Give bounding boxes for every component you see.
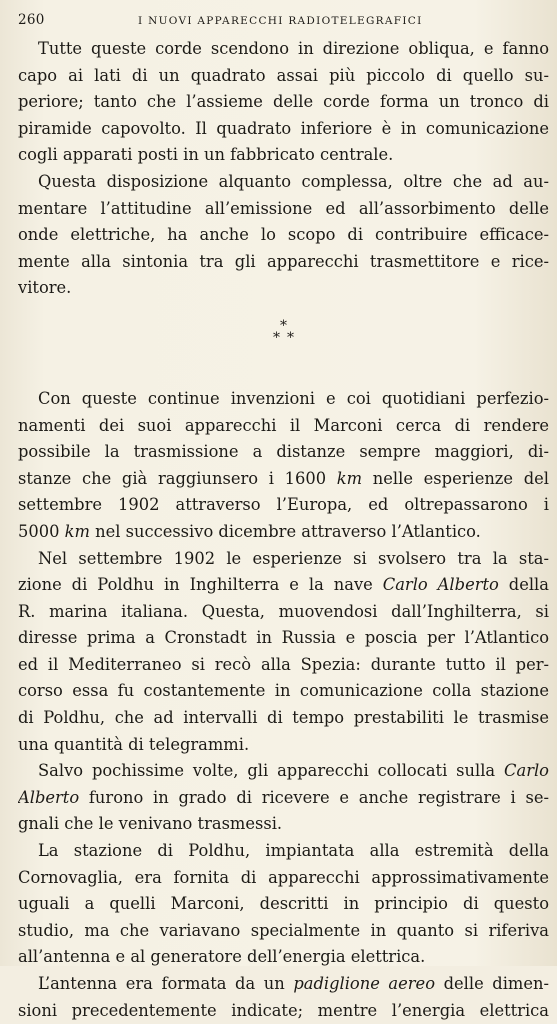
text-line: L’antenna era formata da un padiglione aereo delle dimen-	[38, 974, 549, 993]
paragraph-poldhu	[18, 838, 549, 971]
page-header	[18, 12, 549, 36]
text-line: namenti dei suoi apparecchi il Marconi cerca di rendere	[18, 415, 549, 435]
paragraph-corde	[18, 36, 549, 169]
paragraph-salvo	[18, 758, 549, 838]
text-line: gnali che le venivano trasmessi.	[18, 814, 283, 834]
text-line: La stazione di Poldhu, impiantata alla estremità della	[38, 841, 549, 861]
text-line: settembre 1902 attraverso l’Europa, ed oltrepassarono i	[18, 495, 549, 515]
text-line: sioni precedentemente indicate; mentre l’energia elettrica	[18, 1000, 549, 1020]
text-line: mente alla sintonia tra gli apparecchi trasmettitore e rice-	[18, 251, 549, 271]
text-line: studio, ma che variavano specialmente in quanto si riferiva	[18, 920, 549, 940]
page-number: 260	[18, 12, 45, 28]
running-head: I NUOVI APPARECCHI RADIOTELEGRAFICI	[138, 15, 423, 27]
text-line: all’antenna e al generatore dell’energia elettrica.	[18, 947, 426, 967]
text-line: vitore.	[18, 278, 72, 298]
text-line: Cornovaglia, era fornita di apparecchi approssimativamente	[18, 867, 549, 887]
text-line: possibile la trasmissione a distanze sempre maggiori, di-	[18, 442, 549, 462]
text-line: stanze che già raggiunsero i 1600 km nelle esperienze del	[18, 468, 549, 488]
paragraph-antenna	[18, 971, 549, 1024]
text-line: R. marina italiana. Questa, muovendosi dall’Inghilterra, si	[18, 601, 549, 621]
paragraph-settembre	[18, 546, 549, 759]
text-line: Salvo pochissime volte, gli apparecchi collocati sulla Carlo	[38, 761, 549, 781]
text-line: ed il Mediterraneo si recò alla Spezia: durante tutto il per-	[18, 654, 549, 674]
asterisk: *	[280, 317, 287, 334]
text-line: cogli apparati posti in un fabbricato centrale.	[18, 145, 394, 165]
section-asterism	[18, 302, 549, 386]
text-line: onde elettriche, ha anche lo scopo di contribuire efficace-	[18, 225, 549, 245]
text-line: una quantità di telegrammi.	[18, 734, 250, 754]
text-line: periore; tanto che l’assieme delle corde forma un tronco di	[18, 92, 549, 112]
text-line: Alberto furono in grado di ricevere e anche registrare i se-	[18, 787, 549, 807]
text-line: Nel settembre 1902 le esperienze si svolsero tra la sta-	[38, 548, 549, 568]
text-line: Tutte queste corde scendono in direzione obliqua, e fanno	[38, 39, 549, 58]
text-line: di Poldhu, che ad intervalli di tempo prestabiliti le trasmise	[18, 708, 549, 728]
text-line: mentare l’attitudine all’emissione ed all’assorbimento delle	[18, 198, 549, 218]
asterisk: *	[273, 329, 280, 346]
paragraph-invenzioni	[18, 386, 549, 546]
text-line: Questa disposizione alquanto complessa, oltre che ad au-	[38, 171, 549, 191]
text-line: capo ai lati di un quadrato assai più piccolo di quello su-	[18, 65, 549, 85]
text-line: 5000 km nel successivo dicembre attraverso l’Atlantico.	[18, 521, 481, 541]
text-line: diresse prima a Cronstadt in Russia e poscia per l’Atlantico	[18, 628, 549, 648]
text-line: piramide capovolto. Il quadrato inferiore è in comunicazione	[18, 118, 549, 138]
asterisk: *	[287, 329, 294, 346]
text-line: zione di Poldhu in Inghilterra e la nave Carlo Alberto della	[18, 575, 549, 595]
text-line: corso essa fu costantemente in comunicazione colla stazione	[18, 681, 549, 701]
text-line: uguali a quelli Marconi, descritti in principio di questo	[18, 894, 549, 914]
text-line: Con queste continue invenzioni e coi quotidiani perfezio-	[38, 388, 549, 408]
paragraph-disposizione	[18, 169, 549, 302]
